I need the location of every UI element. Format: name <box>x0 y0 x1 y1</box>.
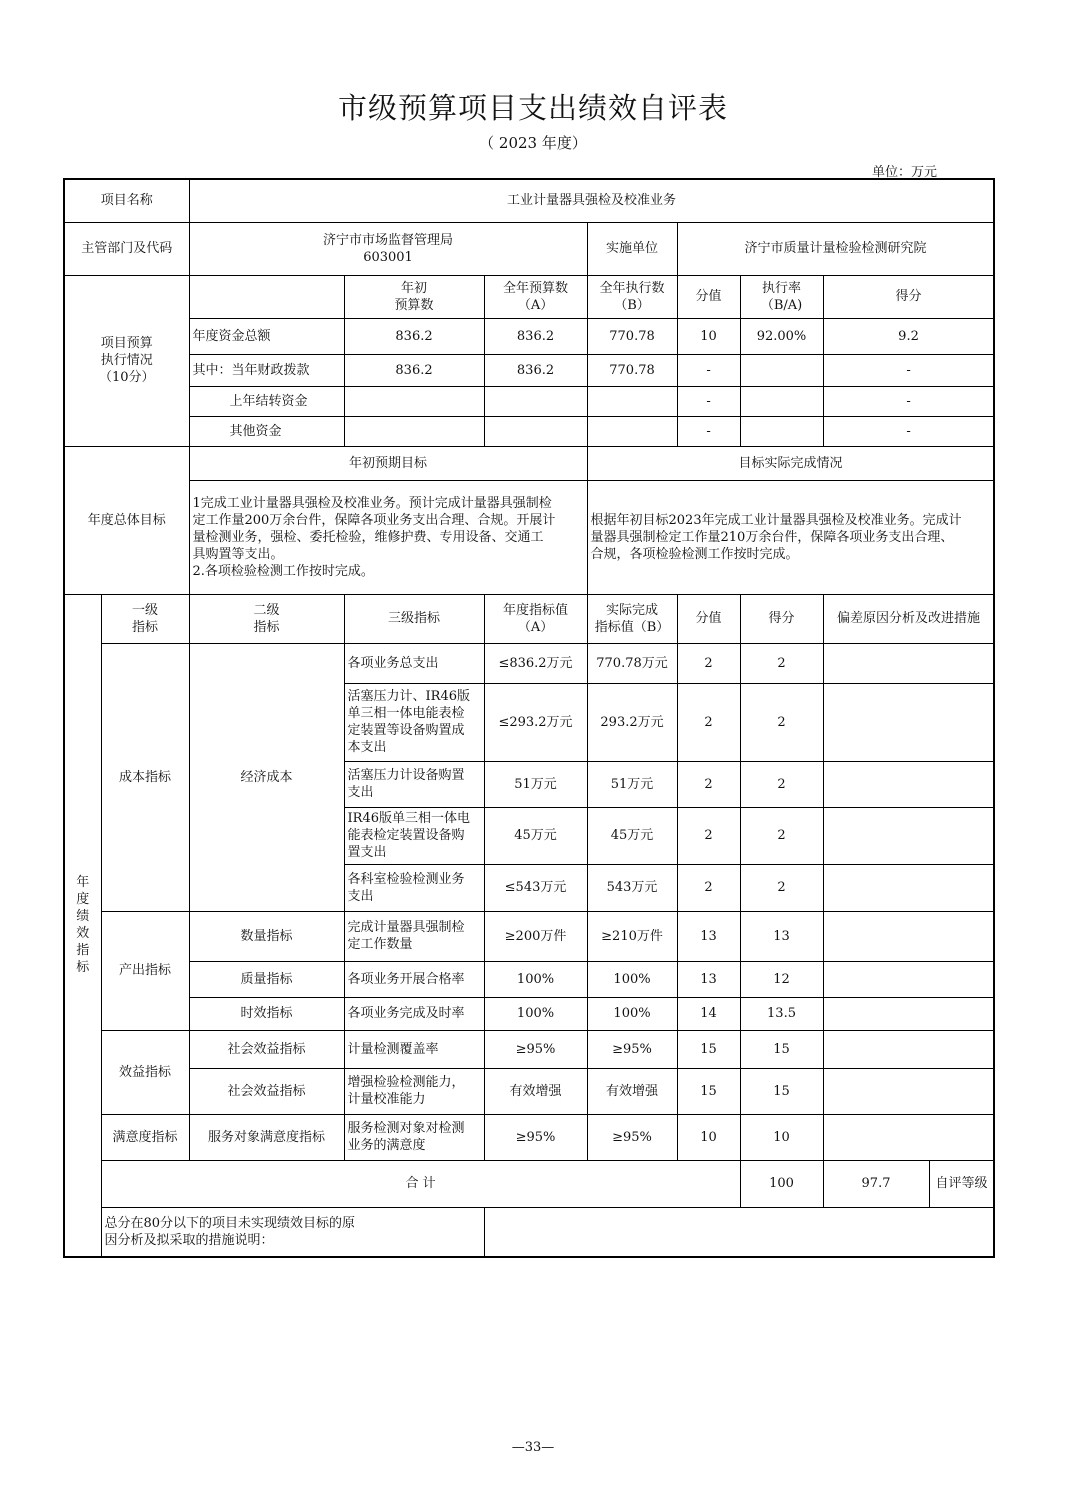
budget-row: 年度资金总额 836.2 836.2 770.78 10 92.00% 9.2 <box>64 318 994 354</box>
indicators-section-label: 年 度 绩 效 指 标 <box>64 594 101 1257</box>
indicator-row: 活塞压力计、IR46版 单三相一体电能表检 定装置等设备购置成 本支出 ≤293.2万元 293.2万元 2 2 <box>64 683 994 761</box>
unit-label: 单位：万元 <box>872 165 938 180</box>
impl-unit-name: 济宁市质量计量检验检测研究院 <box>677 222 994 275</box>
note-value <box>484 1207 994 1257</box>
indicator-row: 活塞压力计设备购置 支出 51万元 51万元 2 2 <box>64 761 994 807</box>
budget-row: 其中：当年财政拨款 836.2 836.2 770.78 - - <box>64 354 994 386</box>
indicator-row: 质量指标 各项业务开展合格率 100% 100% 13 12 <box>64 961 994 997</box>
ind-header-level2: 二级 指标 <box>189 594 344 643</box>
performance-table <box>63 178 995 1258</box>
ind-header-target: 年度指标值 （A） <box>484 594 587 643</box>
benefit-level1: 效益指标 <box>101 1030 189 1114</box>
project-name: 工业计量器具强检及校准业务 <box>189 179 994 222</box>
budget-header-score-value: 分值 <box>677 275 740 318</box>
total-label: 合 计 <box>101 1160 740 1207</box>
ind-header-level1: 一级 指标 <box>101 594 189 643</box>
ind-header-analysis: 偏差原因分析及改进措施 <box>823 594 994 643</box>
grade-label: 自评等级 <box>929 1160 994 1207</box>
indicator-row: 满意度指标 服务对象满意度指标 服务检测对象对检测 业务的满意度 ≥95% ≥95% 10 10 <box>64 1114 994 1160</box>
budget-row: 其他资金 - - <box>64 416 994 446</box>
note-label: 总分在80分以下的项目未实现绩效目标的原 因分析及拟采取的措施说明： <box>101 1207 484 1257</box>
goals-expected-text: 1完成工业计量器具强检及校准业务。预计完成计量器具强制检 定工作量200万余台件，保障各项业务支出合理、合规。开展计 量检测业务，强检、委托检验，维修护费、专用设备、交通工 具购置等支出。 2.各项检验检测工作按时完成。 <box>189 480 587 594</box>
budget-row: 上年结转资金 - - <box>64 386 994 416</box>
indicator-row: 社会效益指标 增强检验检测能力， 计量校准能力 有效增强 有效增强 15 15 <box>64 1068 994 1114</box>
total-score: 97.7 <box>823 1160 929 1207</box>
cost-level2: 经济成本 <box>189 643 344 911</box>
budget-header-executed: 全年执行数 （B） <box>587 275 677 318</box>
indicator-row: 产出指标 数量指标 完成计量器具强制检 定工作数量 ≥200万件 ≥210万件 13 13 <box>64 911 994 961</box>
dept-label: 主管部门及代码 <box>64 222 189 275</box>
budget-header-annual: 全年预算数 （A） <box>484 275 587 318</box>
year-label: （ 2023 年度） <box>479 134 587 152</box>
indicator-row: IR46版单三相一体电 能表检定装置设备购 置支出 45万元 45万元 2 2 <box>64 807 994 864</box>
budget-section-label: 项目预算 执行情况 （10分） <box>64 275 189 446</box>
budget-header-score: 得分 <box>823 275 994 318</box>
goals-actual-text: 根据年初目标2023年完成工业计量器具强检及校准业务。完成计 量器具强制检定工作量210万余台件，保障各项业务支出合理、 合规，各项检验检测工作按时完成。 <box>587 480 994 594</box>
indicator-row: 成本指标 经济成本 各项业务总支出 ≤836.2万元 770.78万元 2 2 <box>64 643 994 683</box>
note-row <box>64 1207 994 1257</box>
satisfaction-level1: 满意度指标 <box>101 1114 189 1160</box>
dept-cell <box>189 222 587 275</box>
dept-name: 济宁市市场监督管理局 <box>323 232 454 248</box>
budget-header-rate: 执行率 （B/A) <box>740 275 823 318</box>
project-name-label: 项目名称 <box>64 179 189 222</box>
page-number: —33— <box>511 1440 555 1455</box>
output-level1: 产出指标 <box>101 911 189 1030</box>
dept-code: 603001 <box>363 249 413 265</box>
goals-section-label: 年度总体目标 <box>64 446 189 594</box>
ind-header-actual: 实际完成 指标值（B） <box>587 594 677 643</box>
impl-unit-label: 实施单位 <box>587 222 677 275</box>
ind-header-level3: 三级指标 <box>344 594 484 643</box>
total-row <box>64 1160 994 1207</box>
ind-header-score-value: 分值 <box>677 594 740 643</box>
goals-expected-header: 年初预期目标 <box>189 446 587 480</box>
total-score-value: 100 <box>740 1160 823 1207</box>
indicator-row: 各科室检验检测业务 支出 ≤543万元 543万元 2 2 <box>64 864 994 911</box>
goals-actual-header: 目标实际完成情况 <box>587 446 994 480</box>
cost-level1: 成本指标 <box>101 643 189 911</box>
indicator-row: 效益指标 社会效益指标 计量检测覆盖率 ≥95% ≥95% 15 15 <box>64 1030 994 1068</box>
budget-header-blank <box>189 275 344 318</box>
ind-header-score: 得分 <box>740 594 823 643</box>
budget-header-initial: 年初 预算数 <box>344 275 484 318</box>
indicator-row: 时效指标 各项业务完成及时率 100% 100% 14 13.5 <box>64 997 994 1030</box>
page-title: 市级预算项目支出绩效自评表 <box>337 91 728 125</box>
